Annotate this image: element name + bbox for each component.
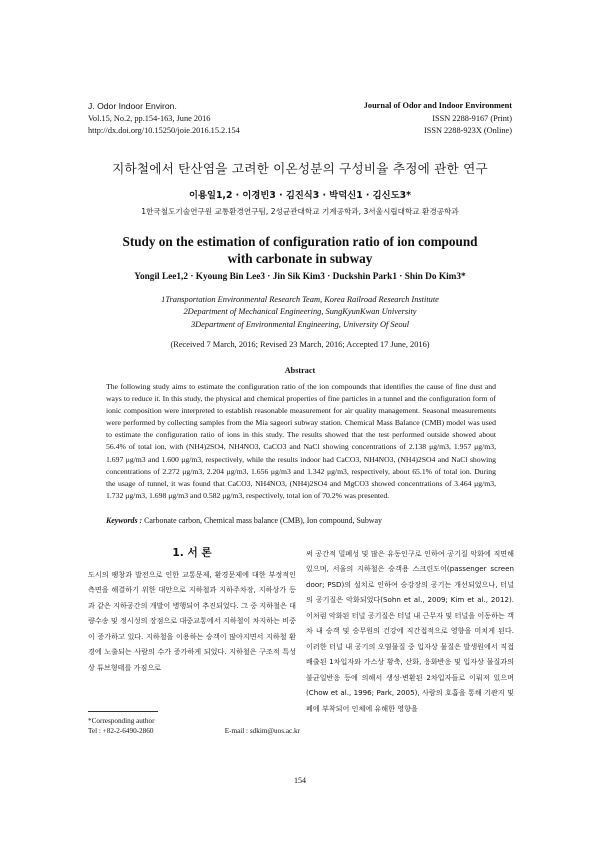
affiliation-3: 3Department of Environmental Engineering, University Of Seoul xyxy=(190,319,410,329)
authors-english: Yongil Lee1,2 · Kyoung Bin Lee3 · Jin Sik Kim3 · Duckshin Park1 · Shin Do Kim3* xyxy=(134,272,466,282)
journal-abbrev: J. Odor Indoor Environ. xyxy=(88,101,177,111)
affiliations-korean: 1한국철도기술연구원 교통환경연구팀, 2성균관대학교 기계공학과, 3서울시립대학교 환경공학과 xyxy=(141,207,459,216)
title-korean: 지하철에서 탄산염을 고려한 이온성분의 구성비율 추정에 관한 연구 xyxy=(112,161,488,176)
affiliations-english xyxy=(0,294,600,331)
keywords xyxy=(106,516,496,525)
authors-korean: 이용일1,2 · 이경빈3 · 김진식3 · 박덕신1 · 김신도3* xyxy=(189,190,411,201)
title-english-line1: Study on the estimation of configuration ratio of ion compound xyxy=(122,234,478,249)
intro-paragraph-left: 도시의 팽창과 발전으로 인한 교통문제, 환경문제에 대한 부정적인 측면을 해결하기 위한 대안으로 지하철과 지하주차장, 지하상가 등과 같은 지하공간의 개발이 병행되어 추진되었다. 그 중 지하철은 대량수송 및 정시성의 장점으로 대중교통에서 지하철이 차지하는 비중이 증가하고 있다. 지하철을 이용하는 승객이 많아지면서 지하철 환경에 노출되는 사람의 수가 증가하게 되었다. 지하철은 구조적 특성상 튜브형태를 가짐으로 xyxy=(88,570,296,672)
affiliation-1: 1Transportation Environmental Research Team, Korea Railroad Research Institute xyxy=(161,295,439,304)
body-column-left xyxy=(88,545,296,675)
section-heading-intro: 1. 서 론 xyxy=(172,547,212,559)
journal-header-left xyxy=(88,100,240,138)
footnote xyxy=(88,716,300,736)
journal-full-name: Journal of Odor and Indoor Environment xyxy=(363,101,512,110)
received-dates: (Received 7 March, 2016; Revised 23 March, 2016; Accepted 17 June, 2016) xyxy=(170,340,430,349)
footnote-label: *Corresponding author xyxy=(88,717,155,725)
doi-link[interactable]: http://dx.doi.org/10.15250/joie.2016.15.2.154 xyxy=(88,126,240,135)
keywords-label: Keywords : xyxy=(106,516,143,525)
issn-online: ISSN 2288-923X (Online) xyxy=(423,126,512,135)
abstract-heading: Abstract xyxy=(284,366,316,375)
title-english-line2: with carbonate in subway xyxy=(227,251,373,266)
affiliation-2: 2Department of Mechanical Engineering, SungKyunKwan University xyxy=(183,307,417,317)
intro-paragraph-right: 써 공간적 밀폐성 및 많은 유동인구로 인하여 공기질 악화에 직면해 있으며, 서울의 지하철은 승객용 스크린도어(passenger screen door; PSD)의 설치로 인하여 승강장의 공기는 개선되었으나, 터널의 공기질은 악화되었다(Sohn et al., 2009; Kim et al., 2012). 이처럼 악화된 터널 공기질은 터널 내 근무자 및 터널을 이동하는 객차 내 승객 및 승무원의 건강에 직간접적으로 영향을 미치게 된다. 이러한 터널 내 공기의 오염물질 중 입자상 물질은 발생원에서 직접 배출된 1차입자와 가스상 황축, 산화, 응화반응 및 입자상 물질과의 불균일반응 등에 의해서 생성·변환된 2차입자들로 이뤄져 있으며(Chow et al., 1996; Park, 2005), 사람의 호흡을 통해 기관지 및 폐에 부착되어 인체에 유해한 영향을 xyxy=(306,549,514,713)
footnote-email: E-mail : sdkim@uos.ac.kr xyxy=(224,727,300,735)
volume-info: Vol.15, No.2, pp.154-163, June 2016 xyxy=(88,113,211,123)
footnote-tel: Tel : +82-2-6490-2860 xyxy=(88,727,154,735)
issn-print: ISSN 2288-9167 (Print) xyxy=(432,113,512,123)
footnote-divider xyxy=(88,711,158,712)
body-column-right xyxy=(306,546,514,716)
journal-header-right xyxy=(364,100,512,138)
title-english xyxy=(0,233,600,267)
abstract-text: The following study aims to estimate the configuration ratio of the ion compounds that identifies the cause of fine dust and ways to reduce it. In this study, the physical and chemical properties of fine particles in a tunnel and the configuration form of ionic composition were interpreted to establish reasonable measurement for air quality management. Seasonal measurements were performed by collecting samples from the Mia sageori subway station. Chemical Mass Balance (CMB) model was used to estimate the configuration ratio of ions in this study. The results showed that the test performed outside showed about 56.4% of total ion, with (NH4)2SO4, NH4NO3, CaCO3 and NaCl showing concentrations of 2.138 μg/m3, 1.957 μg/m3, 1.697 μg/m3 and 1.600 μg/m3, respectively, while the results indoor had CaCO3, NH4NO3, (NH4)2SO4 and NaCl showing concentrations of 2.272 μg/m3, 2.204 μg/m3, 1.656 μg/m3 and 1.342 μg/m3, respectively, about 65.1% of total ion. During the usage of tunnel, it was found that CaCO3, NH4NO3, (NH4)2SO4 and MgCO3 showed concentrations of 3.464 μg/m3, 1.732 μg/m3, 1.698 μg/m3 and 0.582 μg/m3, respectively, total ion of 70.2% was presented. xyxy=(106,382,496,500)
page-number: 154 xyxy=(294,776,306,785)
keywords-text: Carbonate carbon, Chemical mass balance (CMB), Ion compound, Subway xyxy=(144,516,382,525)
